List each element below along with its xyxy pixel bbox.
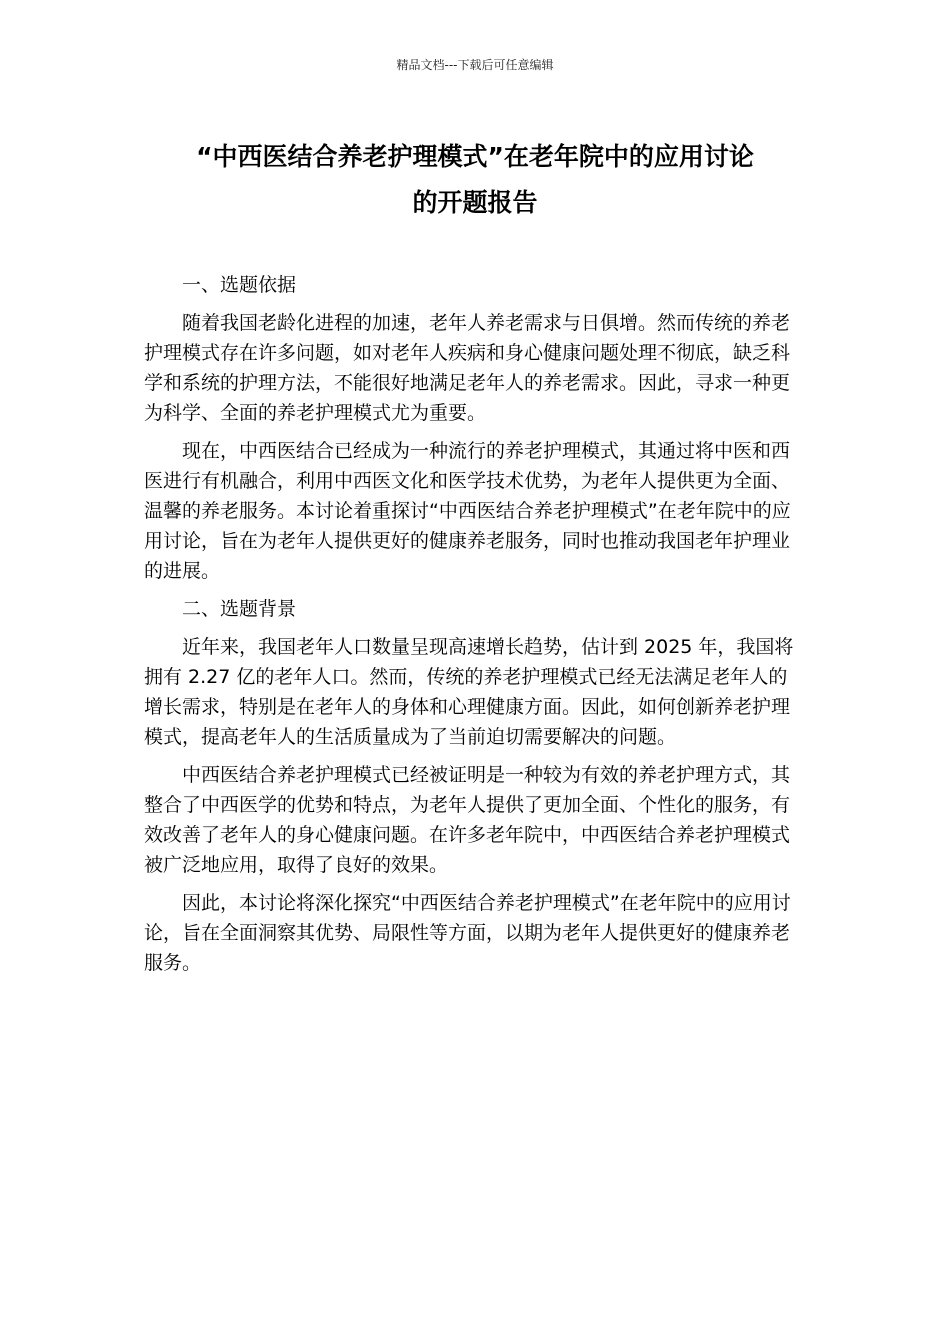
document-title	[120, 134, 830, 226]
paragraph: 近年来，我国老年人口数量呈现高速增长趋势，估计到 2025 年，我国将拥有 2.27 亿的老年人口。然而，传统的养老护理模式已经无法满足老年人的增长需求，特别是在老年人的身体和心理健康方面。因此，如何创新养老护理模式，提高老年人的生活质量成为了当前迫切需要解决的问题。	[144, 636, 794, 748]
section-heading-basis: 一、选题依据	[182, 274, 297, 296]
title-line-1: “中西医结合养老护理模式”在老年院中的应用讨论	[196, 142, 754, 171]
header-note: 精品文档---下载后可任意编辑	[396, 58, 554, 72]
document-body	[144, 270, 806, 986]
paragraph: 中西医结合养老护理模式已经被证明是一种较为有效的养老护理方式，其整合了中西医学的优势和特点，为老年人提供了更加全面、个性化的服务，有效改善了老年人的身心健康问题。在许多老年院中，中西医结合养老护理模式被广泛地应用，取得了良好的效果。	[144, 764, 791, 876]
section-heading-background: 二、选题背景	[182, 598, 297, 620]
paragraph: 因此，本讨论将深化探究“中西医结合养老护理模式”在老年院中的应用讨论，旨在全面洞察其优势、局限性等方面，以期为老年人提供更好的健康养老服务。	[144, 892, 791, 974]
paragraph: 随着我国老龄化进程的加速，老年人养老需求与日俱增。然而传统的养老护理模式存在许多问题，如对老年人疾病和身心健康问题处理不彻底，缺乏科学和系统的护理方法，不能很好地满足老年人的养老需求。因此，寻求一种更为科学、全面的养老护理模式尤为重要。	[144, 312, 791, 424]
paragraph: 现在，中西医结合已经成为一种流行的养老护理模式，其通过将中医和西医进行有机融合，利用中西医文化和医学技术优势，为老年人提供更为全面、温馨的养老服务。本讨论着重探讨“中西医结合养老护理模式”在老年院中的应用讨论，旨在为老年人提供更好的健康养老服务，同时也推动我国老年护理业的进展。	[144, 440, 791, 582]
title-line-2: 的开题报告	[412, 188, 538, 217]
